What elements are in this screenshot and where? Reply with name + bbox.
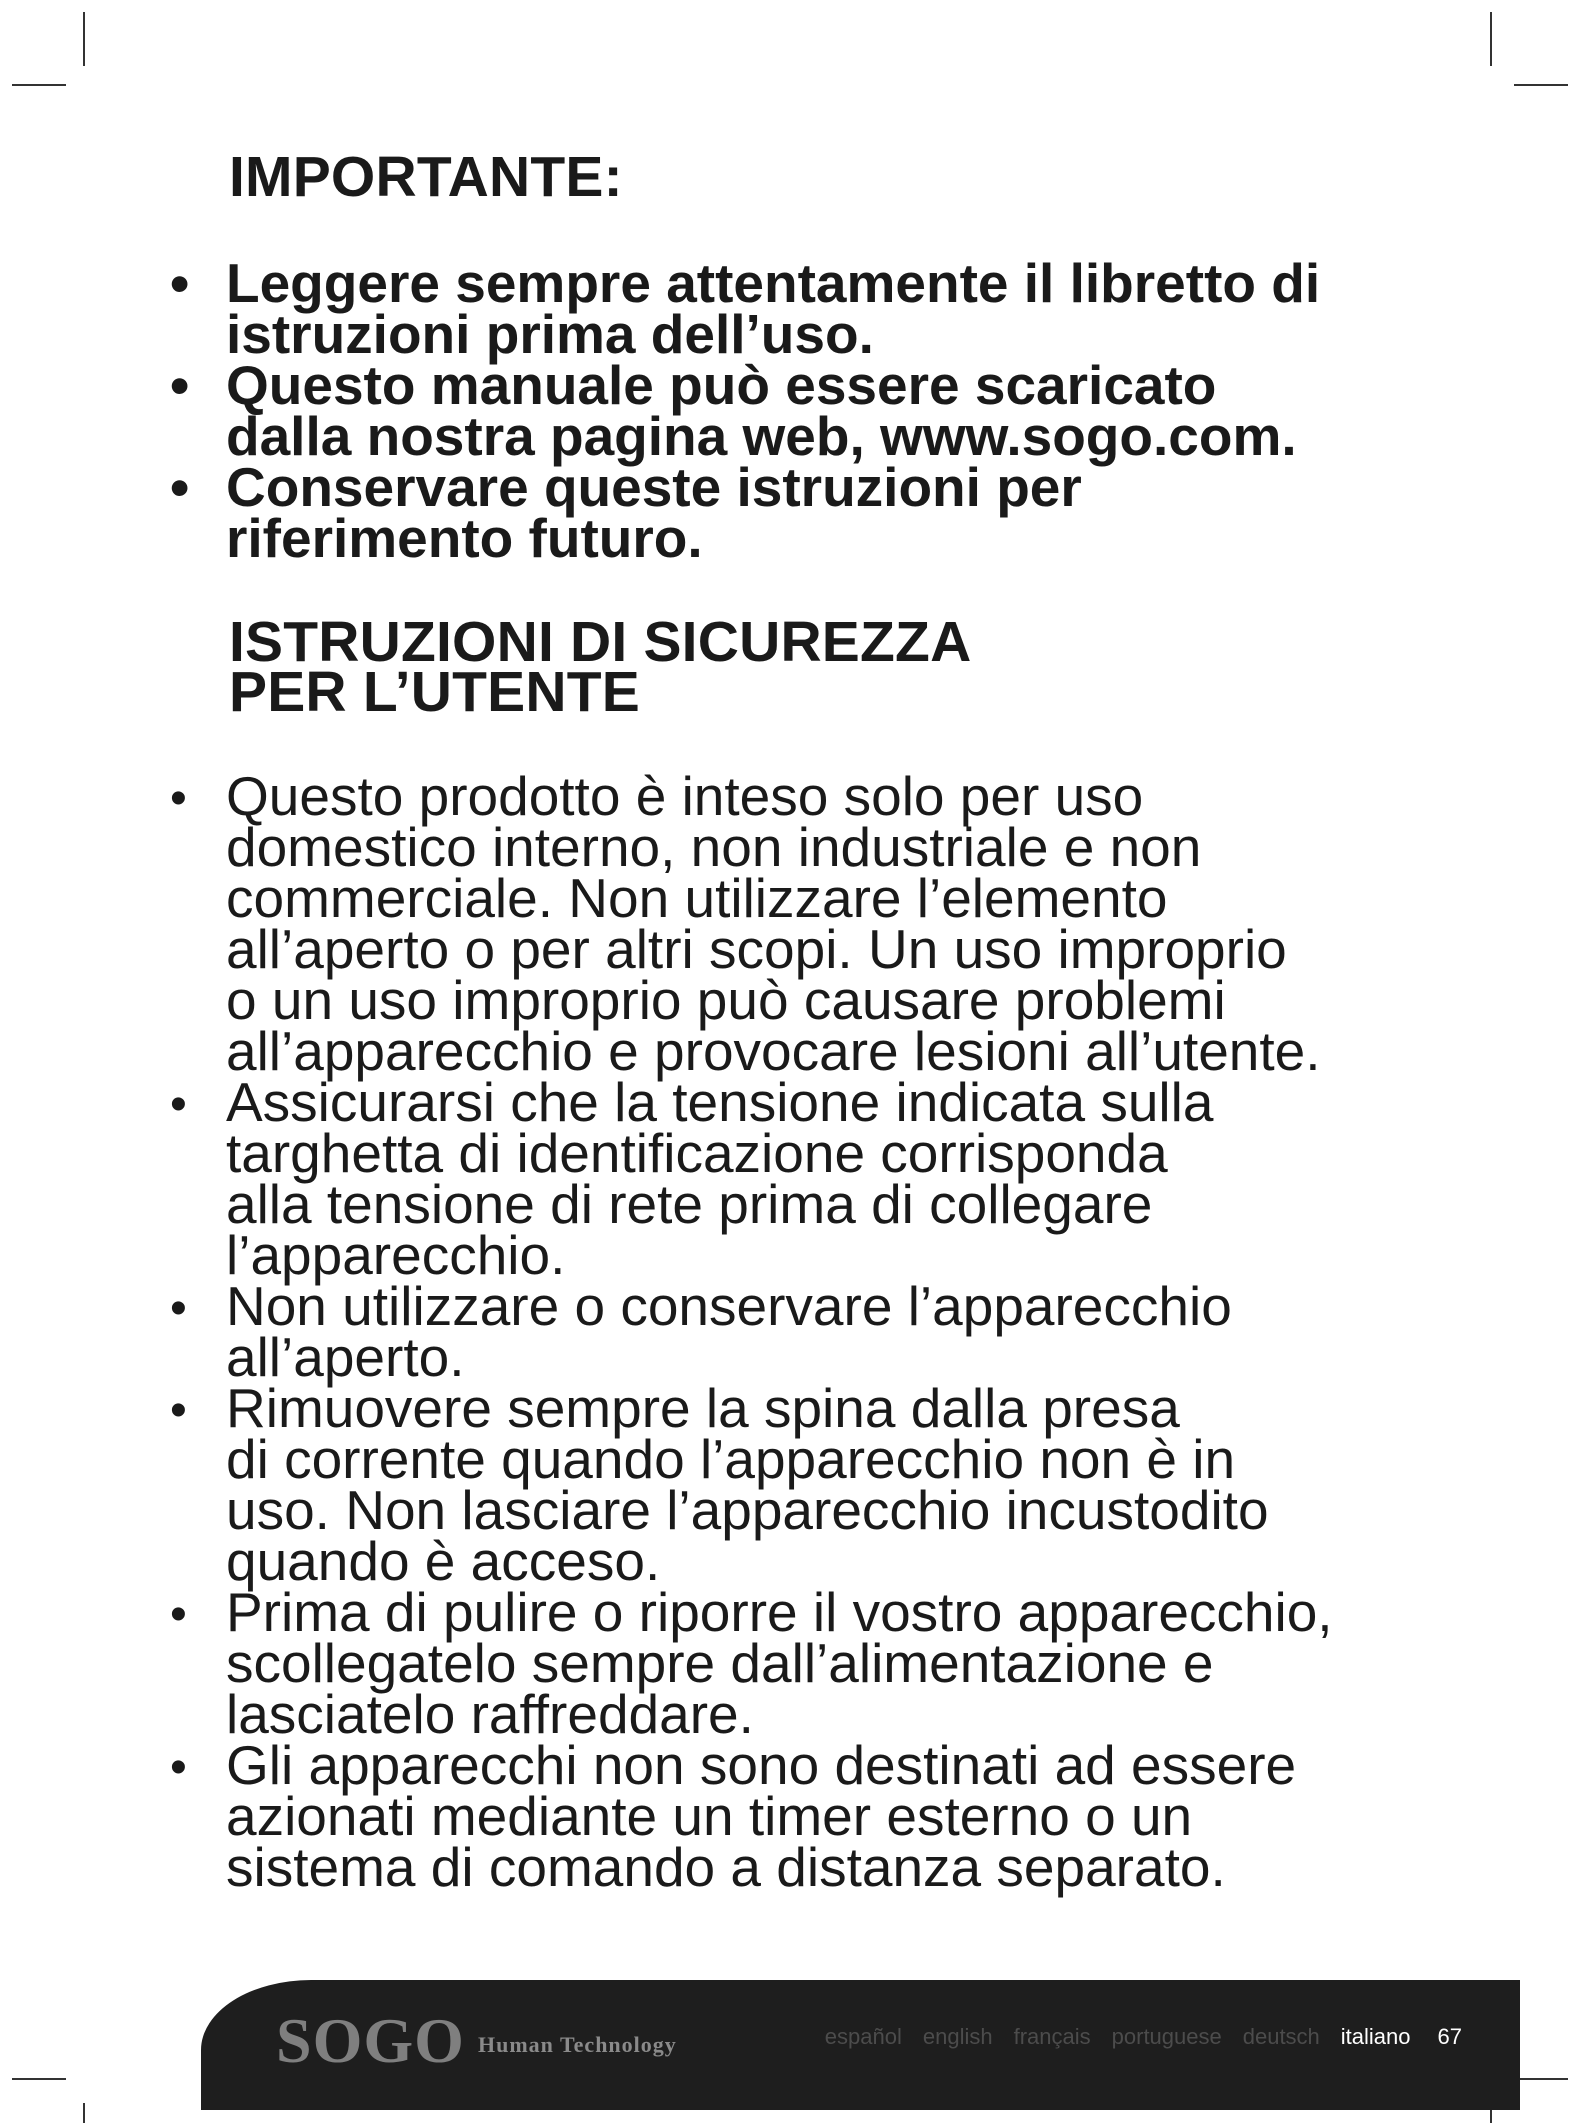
page-number: 67 — [1437, 2024, 1462, 2049]
bullet-icon: • — [170, 772, 187, 825]
logo-tagline: Human Technology — [478, 2032, 677, 2057]
important-heading: IMPORTANTE: — [229, 145, 623, 209]
bullet-icon: • — [170, 1282, 187, 1335]
line: l’apparecchio. — [226, 1224, 566, 1286]
heading-line: PER L’UTENTE — [229, 660, 640, 724]
list-item — [0, 1734, 1426, 1898]
line: Leggere sempre attentamente il libretto di — [226, 252, 1321, 314]
line: targhetta di identificazione corrisponda — [226, 1122, 1168, 1184]
line: commerciale. Non utilizzare l’elemento — [226, 867, 1168, 929]
line: all’aperto o per altri scopi. Un uso improprio — [226, 918, 1287, 980]
line: uso. Non lasciare l’apparecchio incustodito — [226, 1479, 1269, 1541]
line: Non utilizzare o conservare l’apparecchio — [226, 1275, 1232, 1337]
bullet-icon: • — [170, 354, 190, 416]
bullet-icon: • — [170, 1588, 187, 1641]
list-item — [0, 765, 1426, 1082]
list-item — [0, 252, 1426, 365]
bullet-icon: • — [170, 252, 190, 314]
list-item — [0, 1581, 1426, 1745]
line: Gli apparecchi non sono destinati ad essere — [226, 1734, 1297, 1796]
language-index — [825, 2024, 1462, 2050]
bullet-icon: • — [170, 1741, 187, 1794]
line: sistema di comando a distanza separato. — [226, 1836, 1226, 1898]
list-item — [0, 1275, 1426, 1388]
language-francais: français — [1013, 2024, 1091, 2049]
line: riferimento futuro. — [226, 507, 703, 569]
heading-line: ISTRUZIONI DI SICUREZZA — [229, 610, 972, 674]
bullet-icon: • — [170, 1384, 187, 1437]
line: all’apparecchio e provocare lesioni all’utente. — [226, 1020, 1321, 1082]
language-deutsch: deutsch — [1242, 2024, 1320, 2049]
line: scollegatelo sempre dall’alimentazione e — [226, 1632, 1214, 1694]
crop-mark — [12, 84, 66, 86]
crop-mark — [1514, 2078, 1568, 2080]
language-italiano-active: italiano — [1340, 2024, 1411, 2049]
safety-list — [0, 765, 1580, 1898]
line: istruzioni prima dell’uso. — [226, 303, 874, 365]
line: azionati mediante un timer esterno o un — [226, 1785, 1193, 1847]
language-english: english — [922, 2024, 993, 2049]
line: dalla nostra pagina web, www.sogo.com. — [226, 405, 1297, 467]
bullet-icon: • — [170, 456, 190, 518]
bullet-icon: • — [170, 1078, 187, 1131]
crop-mark — [83, 12, 85, 66]
line: Assicurarsi che la tensione indicata sulla — [226, 1071, 1214, 1133]
line: Questo manuale può essere scaricato — [226, 354, 1217, 416]
safety-heading — [229, 610, 972, 724]
list-item — [0, 354, 1426, 467]
list-item — [0, 1377, 1426, 1592]
list-item — [0, 1071, 1426, 1286]
crop-mark — [1514, 84, 1568, 86]
line: Conservare queste istruzioni per — [226, 456, 1082, 518]
language-espanol: español — [824, 2024, 902, 2049]
line: Prima di pulire o riporre il vostro apparecchio, — [226, 1581, 1333, 1643]
line: o un uso improprio può causare problemi — [226, 969, 1226, 1031]
crop-mark — [1490, 12, 1492, 66]
important-list — [0, 252, 1580, 569]
line: lasciatelo raffreddare. — [226, 1683, 754, 1745]
crop-mark — [83, 2103, 85, 2123]
line: Rimuovere sempre la spina dalla presa — [226, 1377, 1180, 1439]
line: Questo prodotto è inteso solo per uso — [226, 765, 1144, 827]
line: quando è acceso. — [226, 1530, 661, 1592]
crop-mark — [12, 2078, 66, 2080]
line: domestico interno, non industriale e non — [226, 816, 1202, 878]
sogo-logo: SOGO — [276, 2005, 465, 2076]
line: alla tensione di rete prima di collegare — [226, 1173, 1153, 1235]
line: all’aperto. — [226, 1326, 465, 1388]
language-portuguese: portuguese — [1111, 2024, 1222, 2049]
list-item — [0, 456, 1426, 569]
line: di corrente quando l’apparecchio non è in — [226, 1428, 1236, 1490]
